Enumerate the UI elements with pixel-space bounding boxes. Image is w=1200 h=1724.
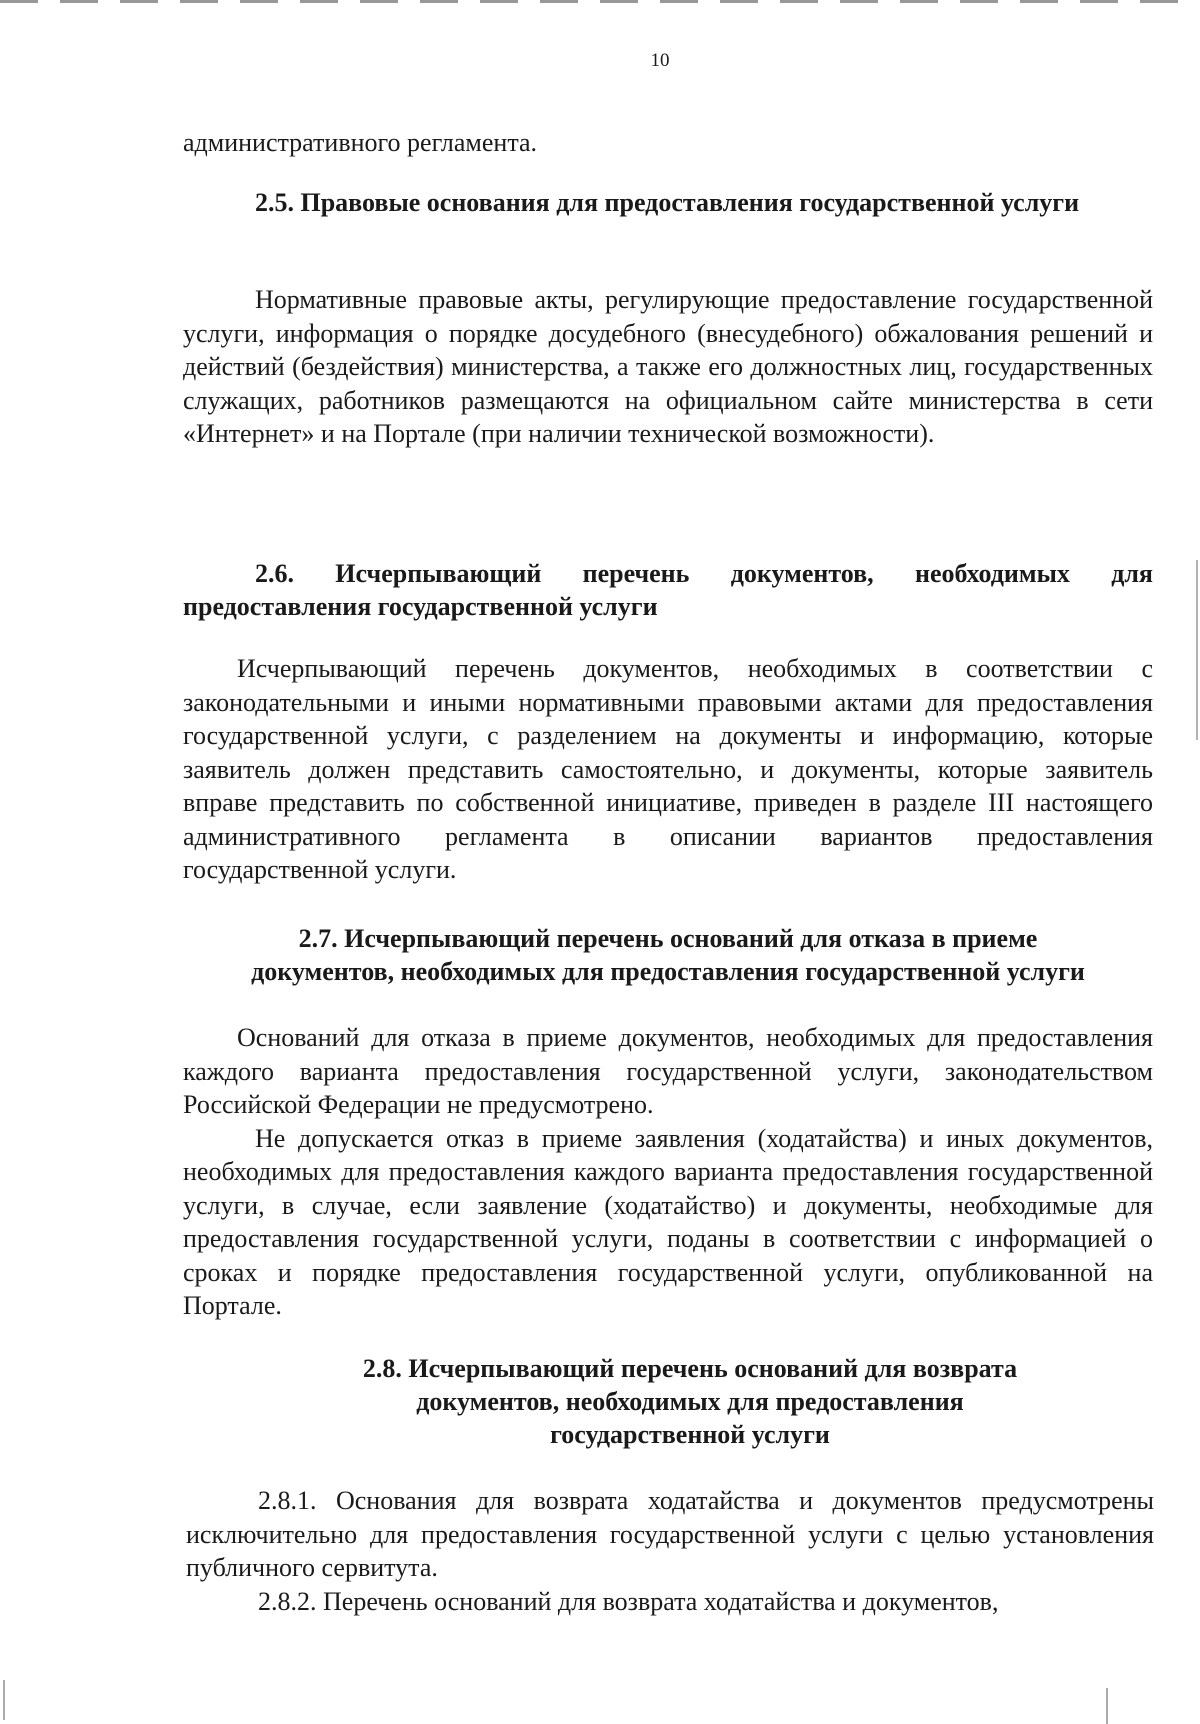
section-2-5-body [183,283,1153,451]
section-2-8 [225,1352,1155,1451]
section-heading-line-1: 2.7. Исчерпывающий перечень оснований для отказа в приеме [298,924,1038,953]
section-heading: 2.6. Исчерпывающий перечень документов, необходимых для предоставления государственной услуги [183,559,1153,621]
paragraph: 2.8.2. Перечень оснований для возврата ходатайства и документов, [258,1586,999,1616]
section-heading-line-2: документов, необходимых для предоставления государственной услуги [251,957,1085,986]
paragraph: Исчерпывающий перечень документов, необходимых в соответствии с законодательными и иными нормативными правовыми актами для предоставления государственной услуги, с разделением на документы и информацию, которые заявитель должен представить самостоятельно, и документы, которые заявитель вправе представить по собственной инициативе, приведен в разделе III настоящего административного регламента в описании вариантов предоставления государственной услуги. [183,654,1153,884]
section-2-8-body [186,1484,1154,1618]
paragraph: 2.8.1. Основания для возврата ходатайства и документов предусмотрены исключительно для предоставления государственной услуги с целью установления публичного сервитута. [186,1486,1154,1582]
section-2-5 [183,186,1153,219]
paragraph: Оснований для отказа в приеме документов, необходимых для предоставления каждого варианта предоставления государственной услуги, законодательством Российской Федерации не предусмотрено. [183,1023,1153,1119]
scan-artifact-left [3,1680,5,1720]
section-heading: 2.5. Правовые основания для предоставления государственной услуги [255,188,1080,217]
paragraph: Нормативные правовые акты, регулирующие предоставление государственной услуги, информация о порядке досудебного (внесудебного) обжалования решений и действий (бездействия) министерства, а также его должностных лиц, государственных служащих, работников размещаются на официальном сайте министерства в сети «Интернет» и на Портале (при наличии технической возможности). [183,285,1153,448]
section-heading-line-3: государственной услуги [550,1420,830,1449]
section-2-6 [183,557,1153,623]
scan-artifact-bottom [1106,1688,1108,1724]
continuation-line: административного регламента. [183,128,538,157]
section-2-7-body [183,1021,1153,1323]
section-heading-line-2: документов, необходимых для предоставления [416,1387,964,1416]
page-number: 10 [650,50,670,71]
scan-artifact-top [0,0,1200,3]
section-2-6-body [183,652,1153,887]
scan-artifact-right [1196,560,1198,740]
section-2-7 [183,922,1153,988]
section-heading-line-1: 2.8. Исчерпывающий перечень оснований для возврата [362,1354,1018,1383]
paragraph: Не допускается отказ в приеме заявления (ходатайства) и иных документов, необходимых для предоставления каждого варианта предоставления государственной услуги, в случае, если заявление (ходатайство) и документы, необходимые для предоставления государственной услуги, поданы в соответствии с информацией о сроках и порядке предоставления государственной услуги, опубликованной на Портале. [183,1123,1153,1320]
continuation-text [183,126,1153,160]
